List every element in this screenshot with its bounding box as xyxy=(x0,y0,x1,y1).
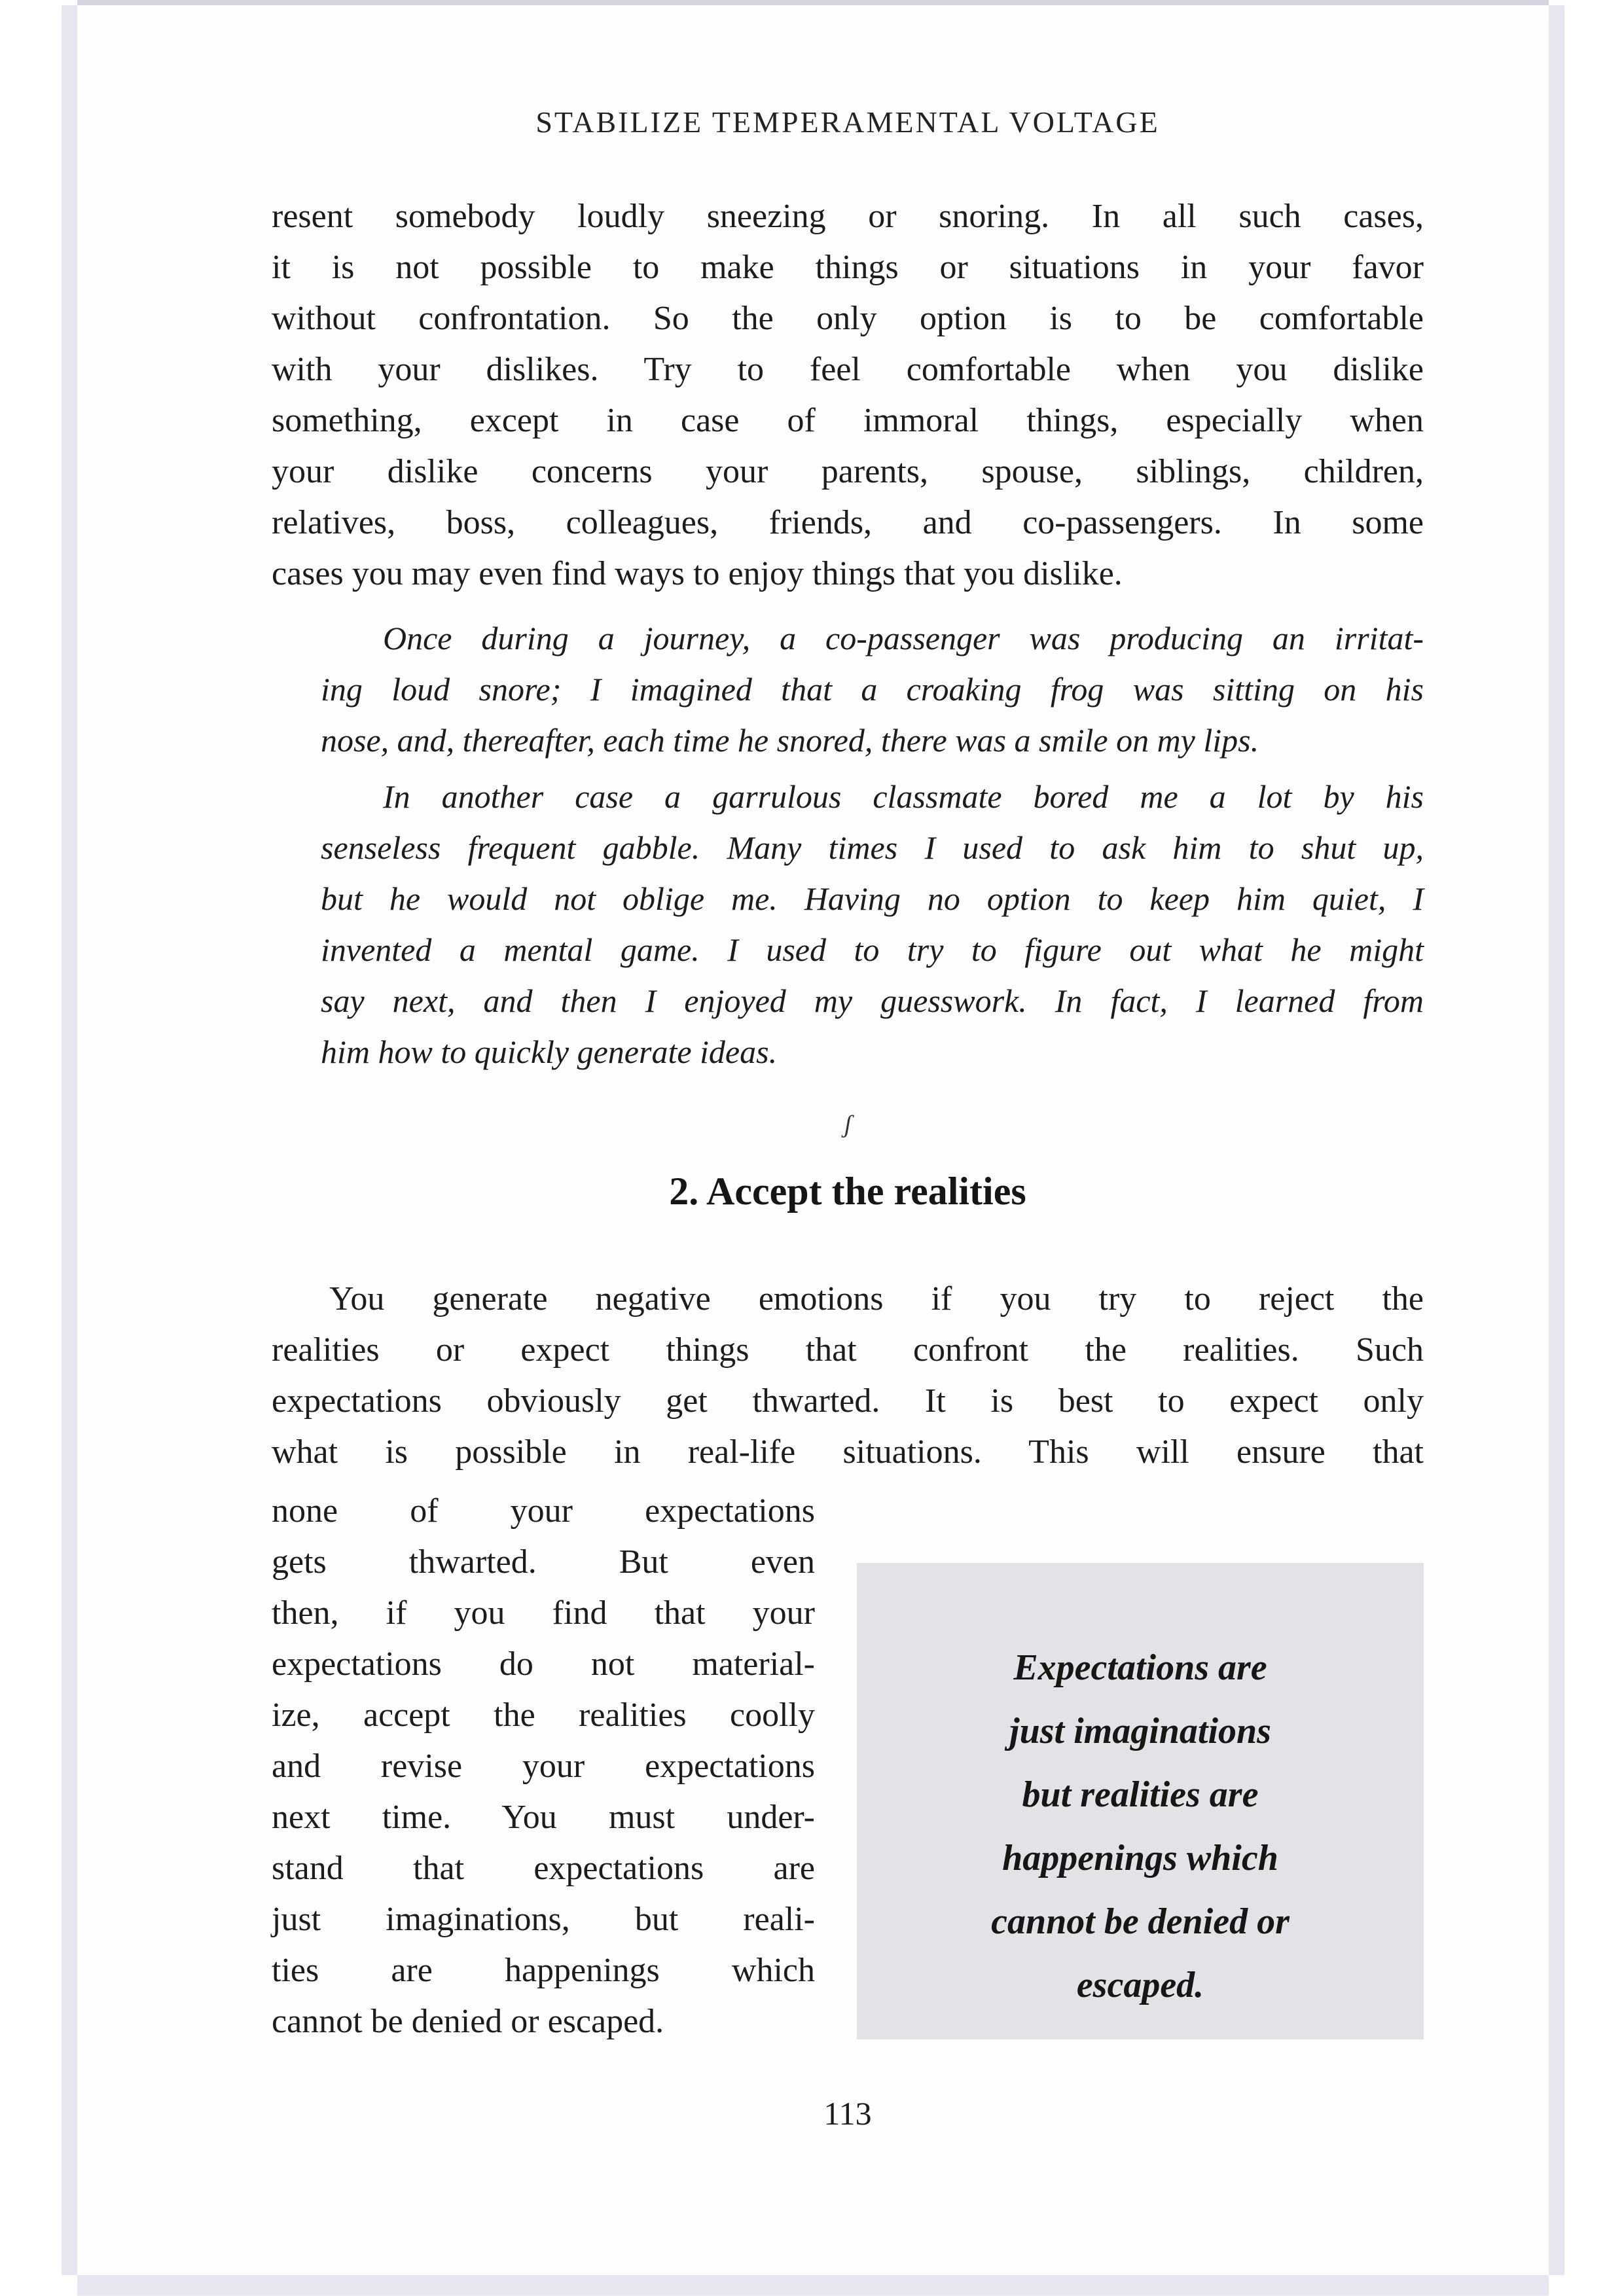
page-sheet xyxy=(77,5,1549,2275)
text-line: it is not possible to make things or situations in your favor xyxy=(272,249,1424,286)
text-line: cases you may even find ways to enjoy things that you dislike. xyxy=(272,555,1123,592)
text-line: then, if you find that your xyxy=(272,1594,815,1632)
anecdote-snoring xyxy=(321,613,1424,766)
text-line: Expectations are xyxy=(1013,1647,1267,1688)
text-line: Once during a journey, a co-passenger was producing an irritat- xyxy=(383,620,1424,656)
text-line: happenings which xyxy=(1002,1838,1278,1878)
text-line: realities or expect things that confront the realities. Such xyxy=(272,1331,1424,1369)
text-line: escaped. xyxy=(1076,1965,1204,2005)
pull-quote-box xyxy=(857,1563,1424,2039)
text-line: none of your expectations xyxy=(272,1492,815,1530)
section-heading: 2. Accept the realities xyxy=(669,1170,1026,1213)
text-line: expectations obviously get thwarted. It is best to expect only xyxy=(272,1382,1424,1420)
paragraph-continued xyxy=(272,191,1424,600)
text-line: something, except in case of immoral things, especially when xyxy=(272,402,1424,439)
text-line: him how to quickly generate ideas. xyxy=(321,1033,778,1070)
text-line: senseless frequent gabble. Many times I used to ask him to shut up, xyxy=(321,829,1424,866)
text-line: and revise your expectations xyxy=(272,1748,815,1785)
text-line: stand that expectations are xyxy=(272,1850,815,1887)
text-line: next time. You must under- xyxy=(272,1799,815,1836)
text-line: You generate negative emotions if you try to reject the xyxy=(329,1280,1424,1318)
text-line: cannot be denied or xyxy=(991,1901,1290,1942)
running-head: STABILIZE TEMPERAMENTAL VOLTAGE xyxy=(535,105,1160,139)
text-line: ties are happenings which xyxy=(272,1952,815,1989)
text-line: but he would not oblige me. Having no option to keep him quiet, I xyxy=(321,880,1424,917)
text-line: but realities are xyxy=(1022,1774,1259,1815)
text-line: your dislike concerns your parents, spouse, siblings, children, xyxy=(272,453,1424,490)
text-line: relatives, boss, colleagues, friends, and co-passengers. In some xyxy=(272,504,1424,541)
text-line: cannot be denied or escaped. xyxy=(272,2003,664,2040)
text-line: ize, accept the realities coolly xyxy=(272,1696,815,1734)
text-line: with your dislikes. Try to feel comfortable when you dislike xyxy=(272,351,1424,388)
text-line: just imaginations, but reali- xyxy=(272,1901,815,1938)
text-line: say next, and then I enjoyed my guesswork. In fact, I learned from xyxy=(321,982,1424,1019)
scan-artifact-mark: ʃ xyxy=(844,1111,852,1138)
text-line: resent somebody loudly sneezing or snoring. In all such cases, xyxy=(272,198,1424,235)
text-line: what is possible in real-life situations. This will ensure that xyxy=(272,1433,1424,1471)
two-column-section xyxy=(272,1486,1424,2047)
text-line: nose, and, thereafter, each time he snored, there was a smile on my lips. xyxy=(321,722,1259,759)
text-line: without confrontation. So the only option is to be comfortable xyxy=(272,300,1424,337)
text-line: just imaginations xyxy=(1009,1711,1271,1751)
paragraph-accept-realities xyxy=(272,1274,1424,1478)
anecdote-classmate xyxy=(321,771,1424,1077)
text-line: ing loud snore; I imagined that a croaking frog was sitting on his xyxy=(321,671,1424,708)
text-line: expectations do not material- xyxy=(272,1645,815,1683)
text-line: invented a mental game. I used to try to figure out what he might xyxy=(321,931,1424,968)
page-number: 113 xyxy=(823,2095,872,2132)
text-line: gets thwarted. But even xyxy=(272,1543,815,1581)
left-column-text xyxy=(272,1486,815,2047)
pull-quote-text xyxy=(857,1636,1424,2017)
text-line: In another case a garrulous classmate bored me a lot by his xyxy=(383,778,1424,815)
